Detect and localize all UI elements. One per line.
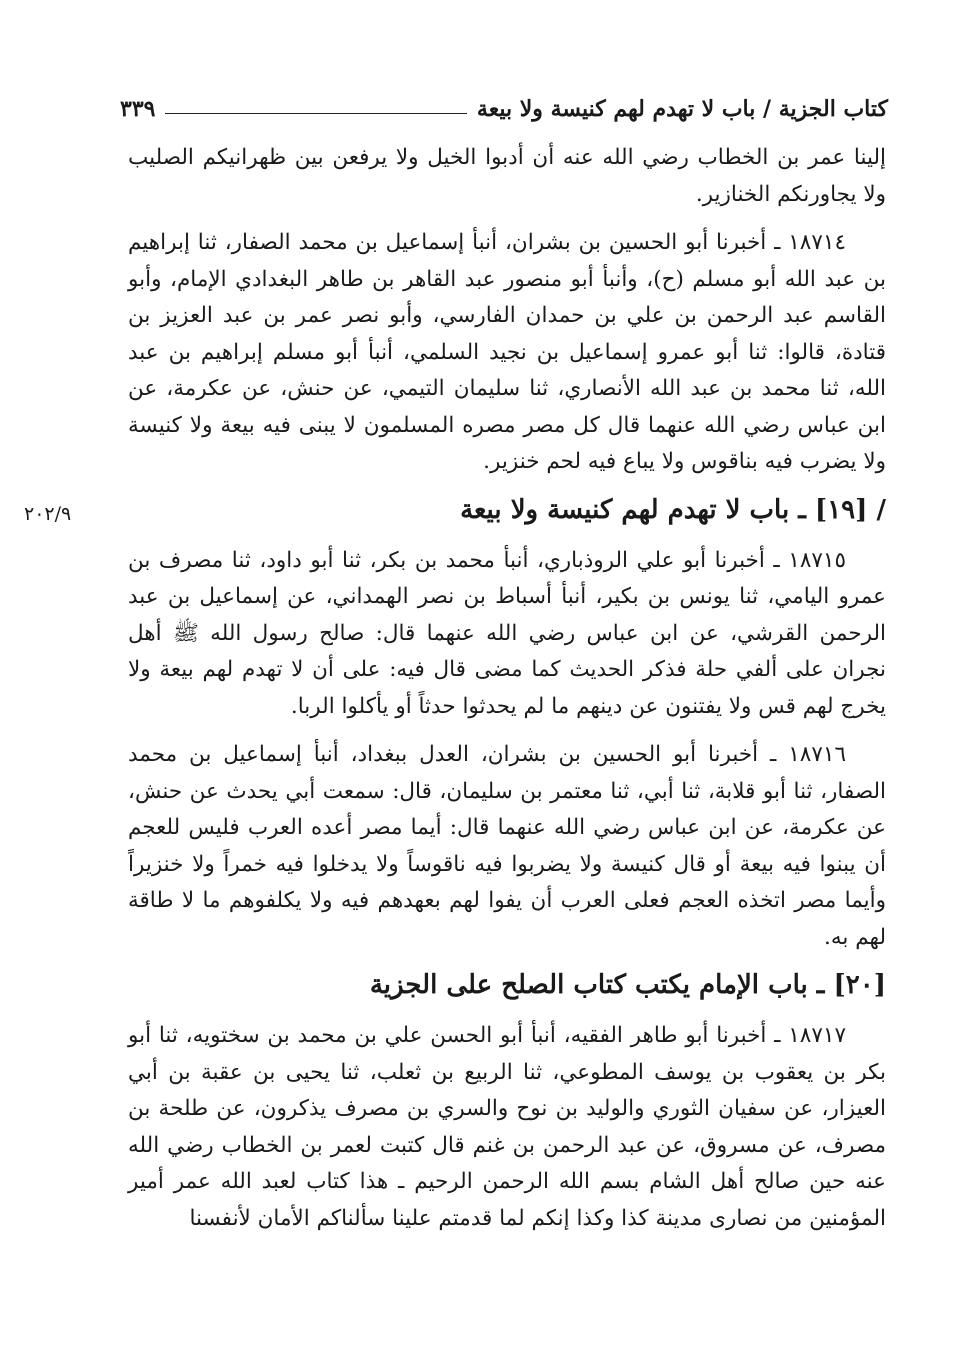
header-rule (165, 113, 466, 114)
chapter-title-20: [٢٠] ـ باب الإمام يكتب كتاب الصلح على الجزية (369, 970, 886, 1000)
running-title: كتاب الجزية / باب لا تهدم لهم كنيسة ولا بيعة (476, 96, 888, 122)
hadith-18715: ١٨٧١٥ ـ أخبرنا أبو علي الروذباري، أنبأ محمد بن بكر، ثنا أبو داود، ثنا مصرف بن عمرو اليامي، ثنا يونس بن بكير، أنبأ أسباط بن نصر الهمداني، عن إسماعيل بن عبد الرحمن القرشي، عن ابن عباس رضي الله عنهما قال: صالح رسول الله ﷺ أهل نجران على ألفي حلة فذكر الحديث كما مضى قال فيه: على أن لا تهدم لهم بيعة ولا يخرج لهم قس ولا يفتنون عن دينهم ما لم يحدثوا حدثاً أو يأكلوا الربا. (128, 547, 886, 719)
margin-reference: ٢٠٢/٩ (24, 502, 72, 525)
running-header (120, 88, 888, 122)
page-number: ٣٣٩ (120, 96, 156, 122)
chapter-heading-19 (24, 491, 886, 529)
continuation-paragraph: إلينا عمر بن الخطاب رضي الله عنه أن أدبوا الخيل ولا يرفعن بين ظهرانيكم الصليب ولا يجاورنكم الخنازير. (128, 145, 886, 207)
hadith-18714: ١٨٧١٤ ـ أخبرنا أبو الحسين بن بشران، أنبأ إسماعيل بن محمد الصفار، ثنا إبراهيم بن عبد الله أبو مسلم (ح)، وأنبأ أبو منصور عبد القاهر بن طاهر البغدادي الإمام، وأبو القاسم عبد الرحمن بن علي بن حمدان الفارسي، وأبو نصر عمر بن عبد العزيز بن قتادة، قالوا: ثنا أبو عمرو إسماعيل بن نجيد السلمي، أنبأ أبو مسلم إبراهيم بن عبد الله، ثنا محمد بن عبد الله الأنصاري، ثنا سليمان التيمي، عن حنش، عن عكرمة، عن ابن عباس رضي الله عنهما قال كل مصر مصره المسلمون لا يبنى فيه بيعة ولا كنيسة ولا يضرب فيه بناقوس ولا يباع فيه لحم خنزير. (128, 230, 886, 474)
chapter-heading-20 (128, 966, 886, 1004)
hadith-18717: ١٨٧١٧ ـ أخبرنا أبو طاهر الفقيه، أنبأ أبو الحسن علي بن محمد بن سختويه، ثنا أبو بكر بن يعقوب بن يوسف المطوعي، ثنا الربيع بن ثعلب، ثنا يحيى بن عقبة بن أبي العيزار، عن سفيان الثوري والوليد بن نوح والسري بن مصرف يذكرون، عن طلحة بن مصرف، عن مسروق، عن عبد الرحمن بن غنم قال كتبت لعمر بن الخطاب رضي الله عنه حين صالح أهل الشام بسم الله الرحمن الرحيم ـ هذا كتاب لعبد الله عمر أمير المؤمنين من نصارى مدينة كذا وكذا إنكم لما قدمتم علينا سألناكم الأمان لأنفسنا (128, 1023, 886, 1231)
page-body (24, 140, 886, 1237)
chapter-title-19: / [١٩] ـ باب لا تهدم لهم كنيسة ولا بيعة (460, 494, 886, 525)
hadith-18716: ١٨٧١٦ ـ أخبرنا أبو الحسين بن بشران، العدل ببغداد، أنبأ إسماعيل بن محمد الصفار، ثنا أبو قلابة، ثنا أبي، ثنا معتمر بن سليمان، قال: سمعت أبي يحدث عن حنش، عن عكرمة، عن ابن عباس رضي الله عنهما قال: أيما مصر أعده العرب فليس للعجم أن يبنوا فيه بيعة أو قال كنيسة ولا يضربوا فيه ناقوساً ولا يدخلوا فيه خمراً ولا خنزيراً وأيما مصر اتخذه العجم فعلى العرب أن يفوا لهم بعهدهم فيه ولا يكلفوهم ما لا طاقة لهم به. (128, 742, 886, 950)
